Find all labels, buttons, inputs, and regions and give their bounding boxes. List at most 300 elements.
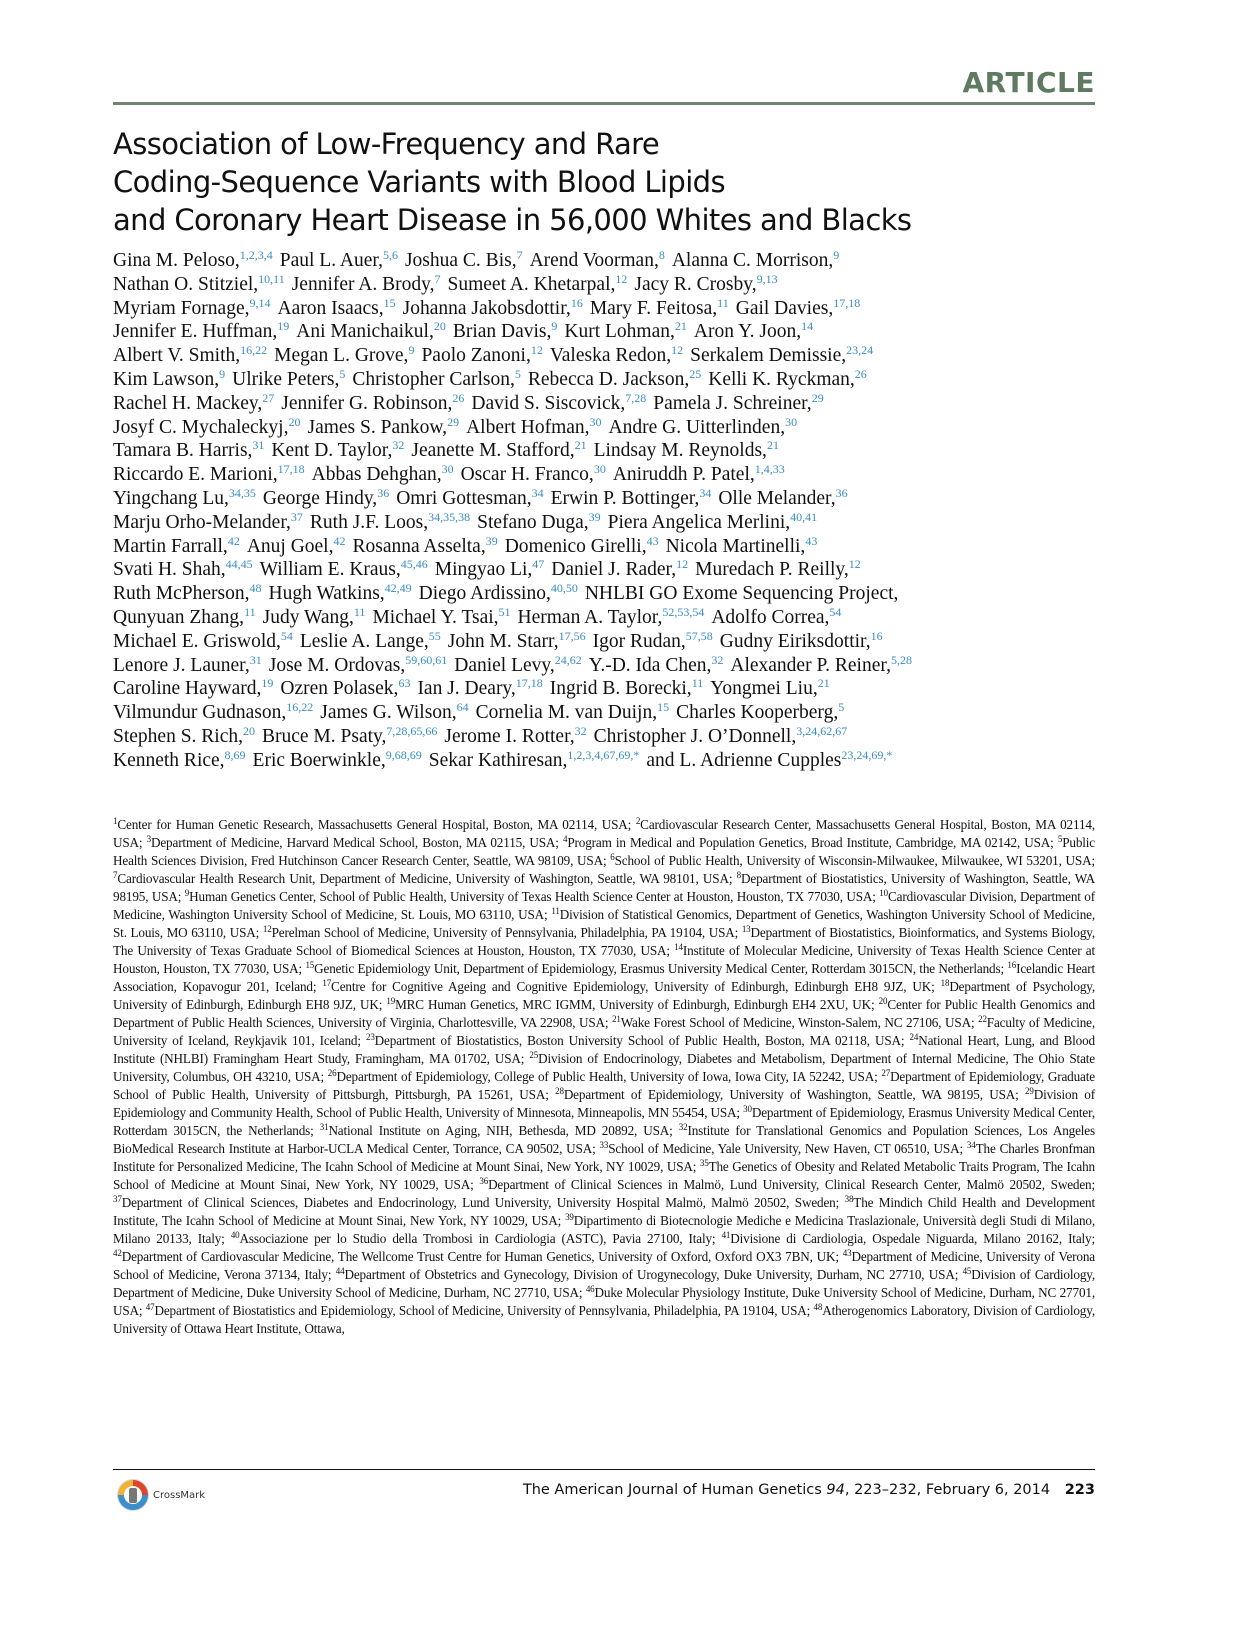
author-name: Valeska Redon,	[549, 345, 672, 367]
title-line: Coding-Sequence Variants with Blood Lipids	[113, 165, 725, 199]
affiliation-link[interactable]: 1,4,33	[754, 462, 785, 477]
author	[466, 414, 602, 438]
affiliation-link[interactable]: 5	[838, 700, 845, 715]
affiliation-text: Division of Cardiology, Department of Medicine, Duke University School of Medicine, Durham, NC 27710, USA;	[113, 1267, 1096, 1300]
affiliation	[366, 1033, 904, 1048]
author	[551, 559, 688, 580]
author	[113, 723, 255, 747]
author-name: Lindsay M. Reynolds,	[593, 440, 767, 462]
author-name: Gail Davies,	[735, 297, 834, 319]
affiliation-number: 5	[1057, 834, 1063, 844]
affiliation-number: 45	[962, 1266, 972, 1276]
affiliation-number: 22	[978, 1014, 987, 1024]
author-name: Ian J. Deary,	[417, 678, 516, 700]
affiliation-link[interactable]: 32	[392, 438, 405, 453]
affiliation-number: 34	[966, 1140, 976, 1150]
affiliation-link[interactable]: 54	[280, 628, 293, 643]
author	[646, 747, 893, 771]
author-line	[113, 249, 1103, 273]
affiliation-link[interactable]: 5,6	[382, 248, 398, 262]
author-name: Josyf C. Mychaleckyj,	[113, 416, 289, 438]
affiliation-text: School of Medicine, Yale University, New Haven, CT 06510, USA;	[608, 1141, 963, 1156]
affiliation	[386, 997, 874, 1012]
author-name: Tamara B. Harris,	[113, 440, 253, 462]
affiliation-link[interactable]: 47	[532, 557, 545, 572]
affiliation-link[interactable]: 11	[353, 604, 366, 619]
affiliation-link[interactable]: 17,56	[558, 628, 586, 643]
author-name: Albert Hofman,	[466, 416, 590, 438]
author-line	[113, 344, 1103, 368]
affiliation-text: Department of Psychology, University of Edinburgh, Edinburgh EH8 9JZ, UK;	[113, 979, 1095, 1012]
affiliation-link[interactable]: 63	[398, 676, 411, 691]
affiliation-link[interactable]: 26	[854, 366, 867, 381]
author-name: Christopher J. O’Donnell,	[593, 725, 797, 747]
author-name: Jennifer G. Robinson,	[281, 392, 453, 414]
affiliation-link[interactable]: 34,35	[228, 485, 256, 500]
affiliation-text: Department of Biostatistics, University of Washington, Seattle, WA 98195, USA;	[113, 871, 1095, 904]
affiliation-link[interactable]: 43	[646, 533, 659, 548]
affiliation-number: 21	[612, 1014, 621, 1024]
author-name: Jennifer A. Brody,	[291, 273, 435, 295]
affiliation-link[interactable]: 52,53,54	[662, 604, 705, 619]
crossmark-link[interactable]	[116, 1478, 205, 1512]
author	[402, 295, 583, 319]
affiliation-link[interactable]: 21	[674, 319, 687, 334]
affiliation-link[interactable]: 36	[835, 485, 848, 500]
affiliation-link[interactable]: 16	[570, 295, 583, 310]
author-name: Muredach P. Reilly,	[695, 559, 849, 581]
author	[312, 464, 454, 485]
author-name: Ruth McPherson,	[113, 583, 250, 605]
author-name: Jerome I. Rotter,	[444, 725, 575, 747]
author-name: Kent D. Taylor,	[271, 440, 393, 462]
affiliation-link[interactable]: 12	[676, 557, 689, 572]
author-name: Domenico Girelli,	[504, 535, 647, 557]
affiliation-link[interactable]: 31	[252, 438, 265, 453]
affiliation-link[interactable]: 64	[456, 700, 469, 715]
affiliation-link[interactable]: 30	[593, 462, 606, 477]
author-name: Albert V. Smith,	[113, 345, 241, 367]
affiliation-link[interactable]: 7,28	[625, 390, 647, 405]
author-line	[113, 368, 1103, 392]
section-label: ARTICLE	[962, 66, 1095, 99]
affiliation-link[interactable]: 34	[531, 485, 544, 500]
affiliation-link[interactable]: 34	[699, 485, 712, 500]
author	[281, 390, 465, 414]
author	[299, 628, 441, 652]
author	[113, 747, 246, 771]
affiliation-link[interactable]: 57,58	[685, 628, 713, 643]
affiliation-link[interactable]: 37	[290, 509, 303, 524]
author-name: Hugh Watkins,	[268, 583, 385, 605]
affiliation-link[interactable]: 32	[711, 652, 724, 667]
author-name: Aniruddh P. Patel,	[612, 464, 755, 486]
affiliation-link[interactable]: 42	[333, 533, 346, 548]
author-line	[113, 487, 1103, 511]
affiliation-link[interactable]: 11	[717, 295, 729, 310]
author	[113, 464, 305, 485]
author-line	[113, 749, 1103, 773]
author-name: Aaron Isaacs,	[277, 297, 384, 319]
author-name: Ulrike Peters,	[232, 368, 340, 390]
author-line	[113, 606, 1103, 630]
affiliation	[328, 1069, 878, 1084]
affiliation-link[interactable]: 12	[848, 557, 861, 572]
affiliation-number: 9	[184, 888, 190, 898]
author-name: Serkalem Demissie,	[690, 345, 847, 367]
affiliation-link[interactable]: 15	[657, 700, 670, 715]
affiliation	[322, 979, 934, 994]
affiliation-link[interactable]: 40,50	[550, 581, 578, 596]
affiliation-number: 30	[743, 1104, 752, 1114]
affiliation-text: The Charles Bronfman Institute for Personalized Medicine, The Icahn School of Medicine at Mount Sinai, New York, NY 10029, USA;	[113, 1141, 1095, 1174]
author-name: Paolo Zanoni,	[421, 345, 531, 367]
author	[113, 652, 262, 676]
author	[517, 604, 705, 628]
affiliation-number: 43	[842, 1248, 852, 1258]
affiliation-link[interactable]: 9,13	[756, 271, 778, 286]
author	[461, 464, 606, 485]
author	[447, 628, 586, 652]
author-name: Yongmei Liu,	[710, 678, 818, 700]
author-name: Brian Davis,	[452, 321, 552, 343]
affiliation-link[interactable]: 9,68,69	[385, 747, 422, 762]
author-name: Ani Manichaikul,	[296, 321, 434, 343]
affiliation-text: Division of Endocrinology, Diabetes and Metabolism, Department of Internal Medicine, The Ohio State University, Columbus, OH 43210, USA;	[113, 1051, 1095, 1084]
author	[113, 702, 313, 723]
affiliation-link[interactable]: 7	[434, 271, 441, 286]
affiliation-number: 27	[881, 1068, 891, 1078]
affiliation-link[interactable]: 7,28,65,66	[386, 723, 438, 738]
affiliation-link[interactable]: 39	[588, 509, 601, 524]
author-name: Stephen S. Rich,	[113, 725, 243, 747]
affiliation-link[interactable]: 20	[288, 414, 301, 429]
affiliation-link[interactable]: 11	[691, 676, 704, 691]
author-line	[113, 463, 1103, 487]
affiliation-link[interactable]: 29	[447, 414, 460, 429]
author-line	[113, 654, 1103, 678]
affiliation-number: 42	[113, 1248, 122, 1258]
page-number: 223	[1064, 1482, 1095, 1498]
affiliation-link[interactable]: 20	[243, 723, 255, 738]
affiliation-text: Institute for Translational Genomics and Population Sciences, Los Angeles BioMedical Research Institute at Harbor-UCLA Medical Center, Torrance, CA 90502, USA;	[113, 1123, 1095, 1156]
author	[454, 652, 582, 676]
affiliation-link[interactable]: 15	[383, 295, 396, 310]
affiliation-text: School of Public Health, University of Wisconsin-Milwaukee, Milwaukee, WI 53201, USA;	[614, 853, 1095, 868]
affiliation-text: Centre for Cognitive Ageing and Cognitive Epidemiology, University of Edinburgh, Edinburgh EH8 9JZ, UK;	[331, 979, 935, 994]
affiliation-link[interactable]: 23,24	[846, 343, 874, 358]
author	[550, 678, 703, 699]
author-name: Riccardo E. Marioni,	[113, 464, 278, 486]
affiliation-text: Human Genetics Center, School of Public Health, University of Texas Health Science Center at Houston, Houston, TX 77030, USA;	[189, 889, 876, 904]
affiliation-link[interactable]: 19	[277, 319, 290, 334]
affiliation-link[interactable]: 29	[811, 390, 824, 405]
author-line	[113, 558, 1103, 582]
author-name: Pamela J. Schreiner,	[653, 392, 812, 414]
author-name: Jose M. Ordovas,	[268, 654, 406, 676]
author	[113, 390, 275, 414]
author-name: Y.-D. Ida Chen,	[588, 654, 712, 676]
affiliation-link[interactable]: 12	[615, 271, 628, 286]
affiliation-link[interactable]: 42,49	[384, 581, 412, 596]
affiliation-link[interactable]: 5	[514, 366, 521, 381]
affiliation-link[interactable]: 30	[785, 414, 798, 429]
crossmark-label: CrossMark	[153, 1489, 206, 1501]
author	[296, 321, 446, 342]
affiliation-link[interactable]: 27	[262, 390, 275, 405]
author-name: Igor Rudan,	[592, 630, 686, 652]
affiliation-number: 31	[319, 1122, 329, 1132]
affiliation-link[interactable]: 1,2,3,4,67,69,*	[567, 747, 640, 762]
affiliation-text: Department of Epidemiology, Graduate School of Public Health, University of Pittsburgh, Pittsburgh, PA 15261, USA;	[113, 1069, 1095, 1102]
author	[585, 583, 899, 604]
affiliation-text: Department of Obstetrics and Gynecology, Division of Urogynecology, Duke University, Durham, NC 27710, USA;	[344, 1267, 959, 1282]
author-name: James G. Wilson,	[320, 702, 457, 724]
author-name: Nathan O. Stitziel,	[113, 273, 259, 295]
author-name: Abbas Dehghan,	[311, 464, 442, 486]
affiliation-link[interactable]: 30	[589, 414, 602, 429]
author-name: Ingrid B. Borecki,	[549, 678, 692, 700]
affiliation-number: 24	[909, 1032, 919, 1042]
affiliation-text: Associazione per lo Studio della Trombosi in Cardiologia (ASTC), Pavia 27100, Italy;	[239, 1231, 716, 1246]
affiliation-number: 7	[113, 870, 118, 880]
title-line: Association of Low-Frequency and Rare	[113, 127, 660, 161]
author	[277, 295, 396, 319]
affiliation-text: Department of Medicine, Harvard Medical School, Boston, MA 02115, USA;	[150, 835, 559, 850]
author-list	[113, 249, 1103, 773]
affiliation-number: 12	[262, 924, 272, 934]
author	[232, 366, 346, 390]
author	[607, 509, 818, 533]
affiliation-link[interactable]: 5,28	[890, 652, 912, 667]
affiliation-number: 37	[113, 1194, 122, 1204]
affiliation-link[interactable]: 8	[658, 248, 665, 262]
affiliation-link[interactable]: 1,2,3,4	[239, 248, 273, 262]
author-name: Christopher Carlson,	[352, 368, 515, 390]
author-name: Daniel Levy,	[454, 654, 555, 676]
affiliation-link[interactable]: 12	[530, 343, 543, 358]
affiliation	[320, 1123, 673, 1138]
author	[352, 533, 498, 557]
affiliation-link[interactable]: 43	[805, 533, 818, 548]
affiliation-link[interactable]: 45,46	[400, 557, 428, 572]
author-name: Caroline Hayward,	[113, 678, 262, 700]
affiliation-link[interactable]: 9	[551, 319, 558, 334]
affiliation-text: Department of Clinical Sciences, Diabetes and Endocrinology, Lund University, University Hospital Malmö, Malmö 20502, Sweden;	[121, 1195, 840, 1210]
author-name: Michael E. Griswold,	[113, 630, 281, 652]
affiliation-number: 2	[635, 816, 641, 826]
author	[260, 559, 428, 580]
affiliation-link[interactable]: 3,24,62,67	[796, 723, 848, 738]
affiliation	[185, 889, 876, 904]
affiliation-number: 23	[365, 1032, 375, 1042]
author-name: Diego Ardissino,	[418, 583, 551, 605]
author	[113, 559, 253, 580]
author	[718, 485, 848, 509]
author	[530, 250, 665, 271]
affiliation-number: 32	[678, 1122, 688, 1132]
affiliation-link[interactable]: 9	[408, 343, 415, 358]
affiliation-link[interactable]: 55	[428, 628, 441, 643]
affiliation-text: Department of Medicine, University of Verona School of Medicine, Verona 37134, Italy;	[113, 1249, 1095, 1282]
author	[113, 250, 273, 271]
affiliation	[263, 925, 738, 940]
affiliation-link[interactable]: 12	[671, 343, 684, 358]
affiliation-link[interactable]: 17,18	[515, 676, 543, 691]
affiliation	[231, 1231, 716, 1246]
author	[307, 414, 460, 438]
affiliation-link[interactable]: 8,69	[224, 747, 246, 762]
affiliation-link[interactable]: 48	[249, 581, 262, 596]
affiliation-link[interactable]: 24,62	[554, 652, 582, 667]
affiliation-text: Atherogenomics Laboratory, Division of Cardiology, University of Ottawa Heart Institute, Ottawa,	[113, 1303, 1095, 1336]
affiliation-link[interactable]: 16,22	[240, 343, 268, 358]
author	[550, 485, 712, 509]
author-line	[113, 535, 1103, 559]
affiliation	[113, 817, 631, 832]
author	[471, 390, 647, 414]
affiliation-link[interactable]: 16	[870, 628, 883, 643]
author	[672, 250, 839, 271]
affiliation-link[interactable]: 7	[516, 248, 523, 262]
affiliation-number: 4	[562, 834, 568, 844]
title-line: and Coronary Heart Disease in 56,000 Whites and Blacks	[113, 203, 912, 237]
article-title	[113, 125, 1013, 239]
author-name: Alanna C. Morrison,	[671, 250, 834, 271]
author	[653, 390, 824, 414]
affiliation-link[interactable]: 9	[833, 248, 840, 262]
author	[419, 583, 578, 604]
author-name: Stefano Duga,	[477, 511, 589, 533]
affiliation-link[interactable]: 51	[498, 604, 511, 619]
affiliation-number: 29	[1025, 1086, 1034, 1096]
author-name: Martin Farrall,	[113, 535, 228, 557]
author	[262, 723, 438, 747]
affiliation-link[interactable]: 10,11	[258, 271, 285, 286]
author	[417, 678, 542, 699]
affiliation-number: 10	[879, 888, 888, 898]
affiliation-link[interactable]: 39	[485, 533, 498, 548]
affiliation	[600, 1141, 963, 1156]
author	[634, 271, 778, 295]
affiliation-link[interactable]: 14	[801, 319, 814, 334]
author	[396, 485, 544, 509]
affiliation	[479, 1177, 1095, 1192]
author	[268, 652, 448, 676]
author-line	[113, 273, 1103, 297]
author	[271, 440, 404, 461]
author	[504, 533, 659, 557]
author-name: Michael Y. Tsai,	[372, 606, 499, 628]
affiliation-link[interactable]: 9	[219, 366, 226, 381]
author	[280, 250, 398, 271]
affiliation-number: 38	[844, 1194, 854, 1204]
author-name: William E. Kraus,	[259, 559, 401, 581]
author-name: Jeanette M. Stafford,	[411, 440, 575, 462]
affiliation-link[interactable]: 36	[377, 485, 390, 500]
affiliation-link[interactable]: 19	[261, 676, 274, 691]
affiliation-text: Department of Biostatistics, Boston University School of Public Health, Boston, MA 02118, USA;	[374, 1033, 905, 1048]
affiliation-link[interactable]: 16,22	[286, 700, 314, 715]
affiliation-text: Department of Cardiovascular Medicine, The Wellcome Trust Centre for Human Genetics, University of Oxford, Oxford OX3 7BN, UK;	[121, 1249, 839, 1264]
affiliation-number: 35	[699, 1158, 709, 1168]
author	[113, 533, 240, 557]
affiliation-link[interactable]: 44,45	[225, 557, 253, 572]
journal-volume: 94	[826, 1482, 845, 1498]
affiliation-link[interactable]: 32	[574, 723, 587, 738]
author	[527, 366, 702, 390]
author	[608, 414, 798, 438]
author-name: Jacy R. Crosby,	[634, 273, 757, 295]
affiliation-link[interactable]: 26	[452, 390, 465, 405]
affiliation-link[interactable]: 5	[339, 366, 346, 381]
affiliation-link[interactable]: 21	[766, 438, 779, 453]
affiliations	[113, 816, 1095, 1338]
affiliation-number: 41	[721, 1230, 731, 1240]
affiliation-text: Department of Biostatistics and Epidemiology, School of Medicine, University of Pennsylvania, Philadelphia, PA 19104, USA;	[154, 1303, 811, 1318]
affiliation-link[interactable]: 20	[433, 319, 446, 334]
affiliation-text: Dipartimento di Biotecnologie Mediche e Medicina Traslazionale, Università degli Studi di Milano, Milano 20133, Italy;	[113, 1213, 1095, 1246]
affiliation-link[interactable]: 11	[244, 604, 256, 619]
affiliation-link[interactable]: 21	[817, 676, 830, 691]
author-name: and L. Adrienne Cupples	[646, 749, 842, 771]
author	[113, 485, 256, 509]
author-name: Joshua C. Bis,	[404, 250, 517, 271]
author-name: Aron Y. Joon,	[693, 321, 802, 343]
affiliation-text: Wake Forest School of Medicine, Winston-Salem, NC 27106, USA;	[620, 1015, 975, 1030]
affiliation-number: 20	[878, 996, 888, 1006]
author-name: Mingyao Li,	[434, 559, 533, 581]
affiliation-number: 14	[674, 942, 683, 952]
affiliation-text: Cardiovascular Division, Department of Medicine, Washington University School of Medicine, St. Louis, MO 63110, USA;	[113, 889, 1095, 922]
affiliation	[563, 835, 1054, 850]
affiliation-link[interactable]: 40,41	[790, 509, 818, 524]
author-name: Ruth J.F. Loos,	[309, 511, 429, 533]
affiliation-link[interactable]: 21	[574, 438, 587, 453]
author	[113, 345, 267, 366]
author	[113, 604, 256, 628]
author-name: Lenore J. Launer,	[113, 654, 250, 676]
author-name: NHLBI GO Exome Sequencing Project,	[584, 583, 899, 605]
affiliation-link[interactable]: 30	[441, 462, 454, 477]
affiliation-link[interactable]: 31	[249, 652, 262, 667]
affiliation-link[interactable]: 9,14	[249, 295, 271, 310]
author-line	[113, 320, 1103, 344]
affiliation-link[interactable]: 17,18	[833, 295, 861, 310]
author-name: Judy Wang,	[262, 606, 354, 628]
affiliation-link[interactable]: 23,24,69,*	[841, 747, 893, 762]
affiliation-link[interactable]: 59,60,61	[405, 652, 448, 667]
affiliation-text: Department of Biostatistics, Bioinformatics, and Systems Biology, The University of Texas Graduate School of Biomedical Sciences at Houston, Houston, TX 77030, USA;	[113, 925, 1095, 958]
affiliation-link[interactable]: 25	[689, 366, 702, 381]
author	[274, 345, 414, 366]
affiliation-link[interactable]: 34,35,38	[428, 509, 471, 524]
author	[694, 321, 813, 342]
author-name: Rebecca D. Jackson,	[527, 368, 690, 390]
author	[476, 702, 669, 723]
author-line	[113, 297, 1103, 321]
author-name: Oscar H. Franco,	[460, 464, 594, 486]
author	[730, 652, 912, 676]
affiliation-link[interactable]: 54	[829, 604, 842, 619]
author	[588, 652, 724, 676]
affiliation-link[interactable]: 17,18	[277, 462, 305, 477]
author	[690, 345, 873, 366]
author	[444, 723, 587, 747]
author	[405, 250, 523, 271]
affiliation-link[interactable]: 42	[227, 533, 240, 548]
author-name: Svati H. Shah,	[113, 559, 226, 581]
